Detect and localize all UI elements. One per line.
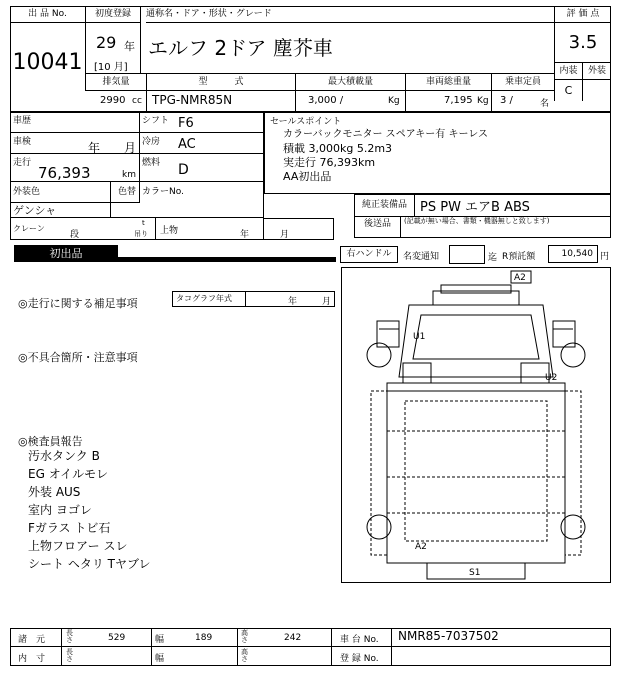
driving-title: ◎走行に関する補足事項 xyxy=(18,297,138,310)
fuel-label: 燃料 xyxy=(142,158,161,168)
handle-box: 右ハンドル xyxy=(340,246,398,263)
damage-mark: U2 xyxy=(545,373,558,383)
sales-line: カラーバックモニター スペアキー有 キーレス xyxy=(283,129,488,140)
damage-mark: A2 xyxy=(415,542,427,552)
color-code-label: カラーNo. xyxy=(142,187,184,197)
interior-label: 内装 xyxy=(554,63,583,80)
first-reg-label: 初度登録 xyxy=(86,6,141,23)
tacho-label: タコグラフ年式 xyxy=(173,292,246,306)
inspection-year-unit: 年 xyxy=(88,141,101,155)
inner-height-label: 高さ xyxy=(241,648,248,663)
model: TPG-NMR85N xyxy=(152,93,233,107)
max-load-unit: Kg xyxy=(388,96,400,106)
inspection-label: 車検 xyxy=(13,137,32,147)
reg-year: 29 xyxy=(96,33,117,52)
left-step xyxy=(403,363,431,383)
equipment-value: PS PW エアB ABS xyxy=(420,200,530,215)
damage-mark: S1 xyxy=(469,568,481,578)
inner-width-label: 幅 xyxy=(155,654,165,664)
roof-panel xyxy=(405,401,547,541)
aircon: AC xyxy=(178,137,196,152)
gross-weight-label: 車両総重量 xyxy=(406,74,492,90)
capacity-label: 乗車定員 xyxy=(504,77,541,87)
length-label: 長さ xyxy=(66,629,73,644)
displacement-unit: cc xyxy=(132,96,142,106)
after-note: (記載が無い場合、書類・機器無しと致します) xyxy=(404,217,550,225)
exterior-grade xyxy=(583,80,611,101)
sales-line: AA初出品 xyxy=(283,170,332,183)
vehicle-name: エルフ 2ドア 塵芥車 xyxy=(148,36,333,60)
equipment-label: 純正装備品 xyxy=(355,195,415,216)
right-side-panel xyxy=(565,391,581,555)
inner-length-label: 長さ xyxy=(66,648,73,663)
damage-mark: U1 xyxy=(413,332,426,342)
score: 3.5 xyxy=(554,23,611,63)
inspector-line: 外装 AUS xyxy=(28,485,81,499)
ext-color: ゲンシャ xyxy=(13,204,57,217)
crane-stage-unit: 段 xyxy=(70,230,80,240)
color-no-label: 色替 xyxy=(118,187,137,197)
odometer-value: 10,540 xyxy=(548,245,598,263)
upper-label: 上物 xyxy=(160,226,179,236)
crane-hang-unit: 吊り xyxy=(134,230,148,238)
defects-title: ◎不具合箇所・注意事項 xyxy=(18,351,138,364)
ext-color-label: 外装色 xyxy=(13,187,41,197)
mileage-unit: km xyxy=(122,170,136,180)
tacho-year-unit: 年 xyxy=(288,297,298,307)
sales-line: 積載 3,000kg 5.2m3 xyxy=(283,142,393,155)
aircon-label: 冷房 xyxy=(142,137,161,147)
inspection-month-unit: 月 xyxy=(124,141,137,155)
shift: F6 xyxy=(178,116,194,131)
windshield xyxy=(413,315,539,359)
max-load: 3,000 / xyxy=(308,95,344,106)
width: 189 xyxy=(195,633,213,643)
upper-cell xyxy=(264,218,334,240)
interior-grade: C xyxy=(554,80,583,101)
crane-ton-unit: t xyxy=(142,219,145,227)
max-load-label: 最大積載量 xyxy=(296,74,406,90)
chassis-number: NMR85-7037502 xyxy=(398,629,499,643)
vehicle-name-label: 通称名・ドア・形状・グレード xyxy=(146,6,554,23)
inspector-line: 室内 ヨゴレ xyxy=(28,503,92,517)
odometer-unit: 円 xyxy=(600,252,610,262)
score-label: 評 価 点 xyxy=(554,6,611,23)
fuel: D xyxy=(178,162,189,178)
history-label: 車歴 xyxy=(13,116,32,126)
upper-month-unit: 月 xyxy=(280,230,290,240)
mileage-label: 走行 xyxy=(13,158,32,168)
inner-label: 内 寸 xyxy=(18,654,46,664)
row-line-1 xyxy=(10,112,264,133)
packer-body xyxy=(387,383,565,563)
footer-col xyxy=(62,628,152,666)
status-bar-line xyxy=(118,257,336,262)
truck-diagram xyxy=(341,267,611,583)
reg-month: [10 月] xyxy=(94,62,128,73)
inspector-line: Fガラス トビ石 xyxy=(28,521,111,535)
lot-label: 出 品 No. xyxy=(10,6,86,23)
col-line-4 xyxy=(155,218,156,240)
inspector-title: ◎検査員報告 xyxy=(18,435,83,448)
tacho-month-unit: 月 xyxy=(322,297,332,307)
damage-mark: A2 xyxy=(514,273,526,283)
sales-lines xyxy=(283,128,488,184)
length: 529 xyxy=(108,633,126,643)
crane-label: クレーン xyxy=(13,224,45,233)
inspector-lines xyxy=(28,447,150,573)
front-bumper xyxy=(441,285,511,293)
height-label: 高さ xyxy=(241,629,248,644)
gross-weight-unit: Kg xyxy=(477,96,489,106)
model-label: 型 式 xyxy=(147,74,296,90)
after-label: 後送品 xyxy=(355,217,401,237)
upper-year-unit: 年 xyxy=(240,230,250,240)
gross-weight: 7,195 xyxy=(444,95,473,106)
name-change-label: 名変通知 xyxy=(403,252,440,262)
sales-title: セールスポイント xyxy=(270,117,342,127)
displacement-label: 排気量 xyxy=(86,74,147,90)
odometer-label: R預託額 xyxy=(502,252,536,262)
reg-year-unit: 年 xyxy=(124,40,135,53)
overdue-label: 迄 xyxy=(488,253,498,263)
reg-label: 登 録 No. xyxy=(340,654,379,664)
name-change-box xyxy=(449,245,485,264)
inspector-line: EG オイルモレ xyxy=(28,467,109,481)
capacity: 3 / xyxy=(500,95,513,106)
row-line-2 xyxy=(10,133,264,154)
sales-line: 実走行 76,393km xyxy=(283,156,376,169)
inspector-line: 上物フロアー スレ xyxy=(28,539,128,553)
col-line-3 xyxy=(139,182,140,202)
width-label: 幅 xyxy=(155,635,165,645)
chassis-label: 車 台 No. xyxy=(340,635,379,645)
first-listing-badge: 初出品 xyxy=(14,245,118,262)
col-line-2 xyxy=(110,182,111,218)
col-line-1 xyxy=(139,112,140,182)
inspector-line: 汚水タンク B xyxy=(28,449,100,463)
dims-label: 諸 元 xyxy=(18,635,46,645)
capacity-unit: 名 xyxy=(540,99,550,109)
inspector-line: シート ヘタリ Tヤブレ xyxy=(28,557,151,571)
displacement: 2990 xyxy=(100,95,126,106)
exterior-label: 外装 xyxy=(583,63,611,80)
shift-label: シフト xyxy=(142,116,170,126)
left-side-panel xyxy=(371,391,387,555)
lot-number: 10041 xyxy=(10,23,86,91)
mileage: 76,393 xyxy=(38,164,91,182)
height: 242 xyxy=(284,633,302,643)
